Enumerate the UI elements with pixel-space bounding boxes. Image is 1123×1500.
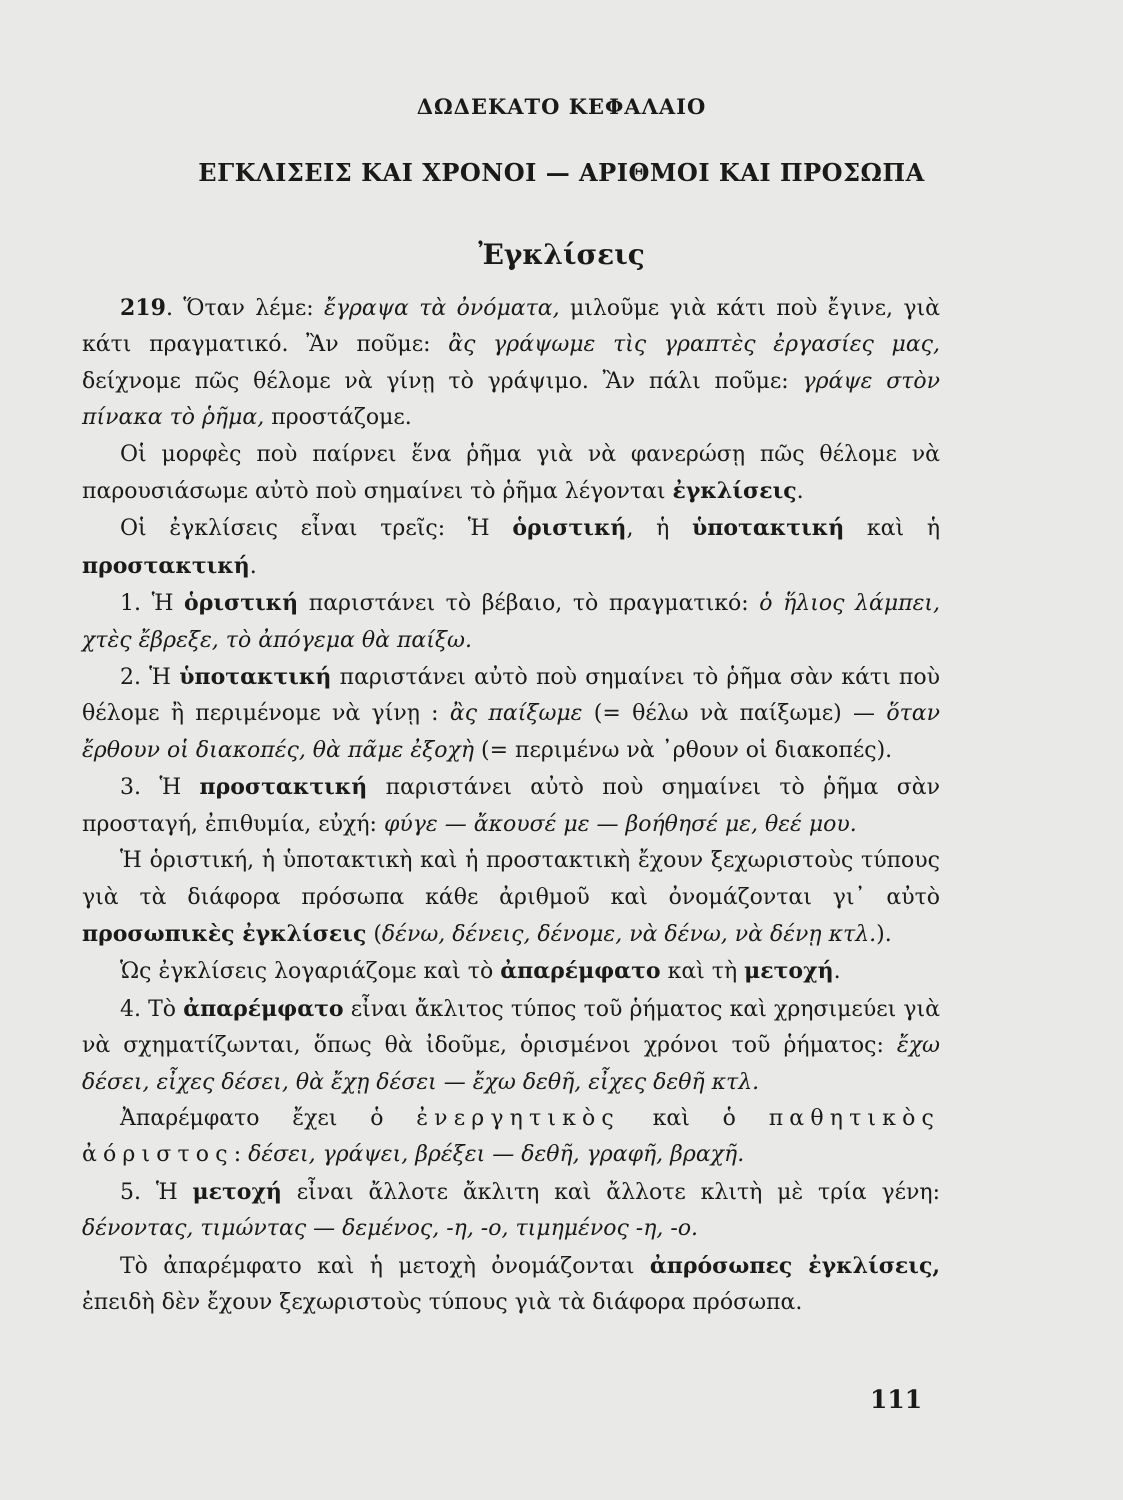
text: εἶναι ἄκλιτος τύπος τοῦ ῥήματος καὶ χρησιμεύει γιὰ νὰ σχηματίζωνται, ὅπως θὰ ἰδοῦμε, ὁρισμένοι χρόνοι τοῦ ῥήματος: [82, 996, 940, 1059]
spaced-term: παθητικὸς ἀόριστος [82, 1105, 940, 1168]
item-number: 2. Ἡ [120, 665, 180, 691]
term: μετοχή [192, 1178, 282, 1205]
term: προστακτική [199, 774, 368, 801]
text: Τὸ ἀπαρέμφατο καὶ ἡ μετοχὴ ὀνομάζονται [120, 1253, 650, 1279]
example: ἂς γράψωμε τὶς γραπτὲς ἐργασίες μας, [448, 332, 940, 358]
text: Οἱ μορφὲς ποὺ παίρνει ἕνα ῥῆμα γιὰ νὰ φανερώσῃ πῶς θέλομε νὰ παρουσιάσωμε αὐτὸ ποὺ σημαίνει τὸ ῥῆμα λέγονται [82, 441, 940, 505]
term: ἀπαρέμφατο [500, 958, 661, 985]
text: . [249, 553, 257, 579]
item-4-infinitive [82, 991, 940, 1101]
page-number: 111 [870, 1385, 923, 1414]
example: γράψε στὸν πίνακα τὸ ῥῆμα, [82, 368, 940, 431]
text: Ἀπαρέμφατο ἔχει ὁ [120, 1105, 417, 1131]
text: καὶ τὴ [660, 959, 745, 985]
term: προσωπικὲς ἐγκλίσεις [82, 920, 367, 947]
text: : [233, 1142, 249, 1168]
page-body [82, 290, 940, 1321]
text: , ἡ [626, 516, 692, 542]
text: μιλοῦμε γιὰ κάτι ποὺ ἔγινε, γιὰ κάτι πραγματικό. Ἂν ποῦμε: [82, 296, 941, 358]
example: ἔχω δέσει, εἶχες δέσει, θὰ ἔχῃ δέσει — ἔχω δεθῆ, εἶχες δεθῆ κτλ. [82, 1033, 940, 1095]
paragraph-also-moods [82, 953, 940, 990]
term: ὑποτακτική [179, 664, 332, 691]
item-5-participle [82, 1174, 940, 1248]
text: προστάζομε. [264, 405, 412, 431]
term: μετοχή [744, 958, 834, 985]
item-number: 4. Τὸ [120, 996, 184, 1022]
spaced-term: ἐνεργητικὸς [416, 1105, 620, 1131]
text: καὶ ὁ [619, 1105, 769, 1131]
paragraph-infinitive-forms [82, 1101, 940, 1174]
text: (= θέλω νὰ παίξωμε) — [582, 701, 887, 727]
paragraph-219 [82, 290, 940, 437]
item-3-imperative [82, 769, 940, 843]
example: ἔγραψα τὰ ὀνόματα, [324, 296, 560, 321]
text: ). [876, 921, 892, 947]
section-heading: Ἐγκλίσεις [478, 238, 645, 271]
text: παριστάνει αὐτὸ ποὺ σημαίνει τὸ ῥῆμα σὰν κάτι ποὺ θέλομε ἢ περιμένομε νὰ γίνῃ : [82, 665, 940, 727]
chapter-label: ΔΩΔΕΚΑΤΟ ΚΕΦΑΛΑΙΟ [416, 94, 707, 119]
paragraph-forms [82, 437, 940, 511]
text: . [796, 479, 804, 505]
text: . [833, 959, 841, 985]
term: ἐγκλίσεις [672, 478, 797, 505]
term: ὑποτακτική [692, 515, 845, 542]
text: καὶ ἡ [844, 516, 940, 542]
text: ἐπειδὴ δὲν ἔχουν ξεχωριστοὺς τύπους γιὰ τὰ διάφορα πρόσωπα. [82, 1289, 803, 1315]
example: ὅταν ἔρθουν οἱ διακοπές, θὰ πᾶμε ἐξοχὴ [82, 701, 940, 763]
item-number: 3. Ἡ [120, 775, 200, 801]
text: Ὡς ἐγκλίσεις λογαριάζομε καὶ τὸ [120, 959, 501, 985]
example: ἂς παίξωμε [449, 701, 583, 727]
text: παριστάνει τὸ βέβαιο, τὸ πραγματικό: [298, 591, 760, 617]
example: φύγε — ἄκουσέ με — βοήθησέ με, θεέ μου. [383, 811, 857, 837]
term: ὁριστική [184, 590, 299, 617]
chapter-title: ΕΓΚΛΙΣΕΙΣ ΚΑΙ ΧΡΟΝΟΙ — ΑΡΙΘΜΟΙ ΚΑΙ ΠΡΟΣΩΠΑ [198, 158, 925, 187]
item-1-indicative [82, 585, 940, 659]
item-number: 1. Ἡ [120, 591, 185, 617]
text: παριστάνει αὐτὸ ποὺ σημαίνει τὸ ῥῆμα σὰν προσταγή, ἐπιθυμία, εὐχή: [82, 775, 940, 837]
term: ἀπρόσωπες ἐγκλίσεις, [649, 1252, 941, 1279]
text: ( [366, 921, 382, 947]
paragraph-number: 219 [120, 295, 166, 321]
text: (= περιμένω νὰ ᾽ρθουν οἱ διακοπές). [474, 737, 893, 763]
example: ὁ ἥλιος λάμπει, χτὲς ἔβρεξε, τὸ ἀπόγεμα θὰ παίξω. [82, 591, 941, 653]
item-2-subjunctive [82, 659, 940, 769]
text: Ἡ ὁριστική, ἡ ὑποτακτικὴ καὶ ἡ προστακτικὴ ἔχουν ξεχωριστοὺς τύπους γιὰ τὰ διάφορα πρόσωπα κάθε ἀριθμοῦ καὶ ὀνομάζονται γι᾽ αὐτὸ [82, 848, 940, 910]
term: ὁριστική [512, 515, 627, 542]
text: εἶναι ἄλλοτε ἄκλιτη καὶ ἄλλοτε κλιτὴ μὲ τρία γένη: [281, 1179, 940, 1205]
paragraph-impersonal-moods [82, 1248, 940, 1322]
term: προστακτική [82, 552, 250, 579]
example: δένω, δένεις, δένομε, νὰ δένω, νὰ δένῃ κτλ. [381, 921, 877, 947]
text: δείχνομε πῶς θέλομε νὰ γίνῃ τὸ γράψιμο. Ἂν πάλι ποῦμε: [82, 368, 803, 394]
example: δέσει, γράψει, βρέξει — δεθῆ, γραφῆ, βραχῆ. [248, 1142, 745, 1168]
item-number: 5. Ἡ [120, 1179, 193, 1205]
text: . Ὅταν λέμε: [165, 296, 325, 321]
paragraph-three-moods [82, 510, 940, 585]
example: δένοντας, τιμώντας — δεμένος, -η, -ο, τιμημένος -η, -ο. [82, 1216, 699, 1242]
paragraph-personal-moods [82, 843, 940, 953]
text: Οἱ ἐγκλίσεις εἶναι τρεῖς: Ἡ [120, 516, 513, 542]
term: ἀπαρέμφατο [183, 995, 344, 1022]
